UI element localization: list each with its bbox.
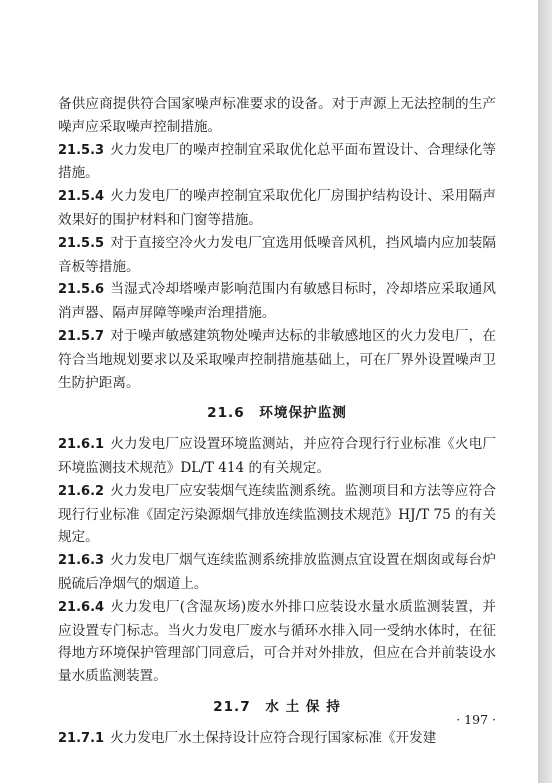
clause-number: 21.5.4 bbox=[58, 189, 105, 205]
clause-text: 火力发电厂应安装烟气连续监测系统。监测项目和方法等应符合现行行业标准《固定污染源烟气排放连续监测技术规范》HJ/T 75 的有关规定。 bbox=[58, 482, 496, 546]
clause-text: 火力发电厂水土保持设计应符合现行国家标准《开发建 bbox=[110, 729, 437, 746]
clause-number: 21.6.4 bbox=[58, 599, 105, 615]
paragraph-text: 备供应商提供符合国家噪声标准要求的设备。对于声源上无法控制的生产噪声应采取噪声控制措施。 bbox=[58, 96, 496, 135]
clause-number: 21.5.6 bbox=[58, 282, 105, 298]
clause-21-6-3 bbox=[58, 549, 496, 596]
clause-21-6-1 bbox=[58, 433, 496, 480]
clause-21-6-4 bbox=[58, 596, 496, 688]
clause-text: 火力发电厂的噪声控制宜采取优化厂房围护结构设计、采用隔声效果好的围护材料和门窗等措施。 bbox=[58, 188, 496, 228]
page-edge-shadow bbox=[538, 0, 552, 783]
clause-number: 21.5.3 bbox=[58, 142, 105, 158]
clause-number: 21.5.7 bbox=[58, 328, 105, 344]
clause-21-6-2 bbox=[58, 480, 496, 549]
clause-21-7-1 bbox=[58, 727, 496, 751]
clause-21-5-6 bbox=[58, 278, 496, 325]
clause-number: 21.6.3 bbox=[58, 553, 105, 569]
clause-21-5-5 bbox=[58, 232, 496, 279]
clause-number: 21.6.2 bbox=[58, 483, 105, 499]
clause-text: 火力发电厂的噪声控制宜采取优化总平面布置设计、合理绿化等措施。 bbox=[58, 141, 496, 182]
clause-text: 火力发电厂(含湿灰场)废水外排口应装设水量水质监测装置，并应设置专门标志。当火力发电厂废水与循环水排入同一受纳水体时，在征得地方环境保护管理部门同意后，可合并对外排放，但应在合并前装设水量水质监测装置。 bbox=[58, 598, 496, 685]
clause-text: 火力发电厂烟气连续监测系统排放监测点宜设置在烟囱或每台炉脱硫后净烟气的烟道上。 bbox=[58, 552, 496, 592]
clause-text: 当湿式冷却塔噪声影响范围内有敏感目标时，冷却塔应采取通风消声器、隔声屏障等噪声治理措施。 bbox=[58, 281, 496, 322]
clause-number: 21.5.5 bbox=[58, 235, 105, 251]
clause-21-5-4 bbox=[58, 185, 496, 232]
section-heading-21-6: 21.6 环境保护监测 bbox=[207, 405, 347, 422]
clause-21-5-3 bbox=[58, 139, 496, 186]
clause-number: 21.7.1 bbox=[58, 730, 105, 746]
section-heading-21-7: 21.7 水 土 保 持 bbox=[213, 698, 341, 715]
clause-text: 对于噪声敏感建筑物处噪声达标的非敏感地区的火力发电厂，在符合当地规划要求以及采取噪声控制措施基础上，可在厂界外设置噪声卫生防护距离。 bbox=[58, 327, 496, 391]
clause-21-5-7 bbox=[58, 325, 496, 394]
clause-text: 火力发电厂应设置环境监测站，并应符合现行行业标准《火电厂环境监测技术规范》DL/T 414 的有关规定。 bbox=[58, 436, 496, 476]
clause-text: 对于直接空冷火力发电厂宜选用低噪音风机，挡风墙内应加装隔音板等措施。 bbox=[58, 234, 496, 275]
clause-number: 21.6.1 bbox=[58, 437, 105, 453]
body-text bbox=[58, 93, 496, 751]
page-number: · 197 · bbox=[456, 712, 496, 727]
paragraph-continued bbox=[58, 93, 496, 139]
